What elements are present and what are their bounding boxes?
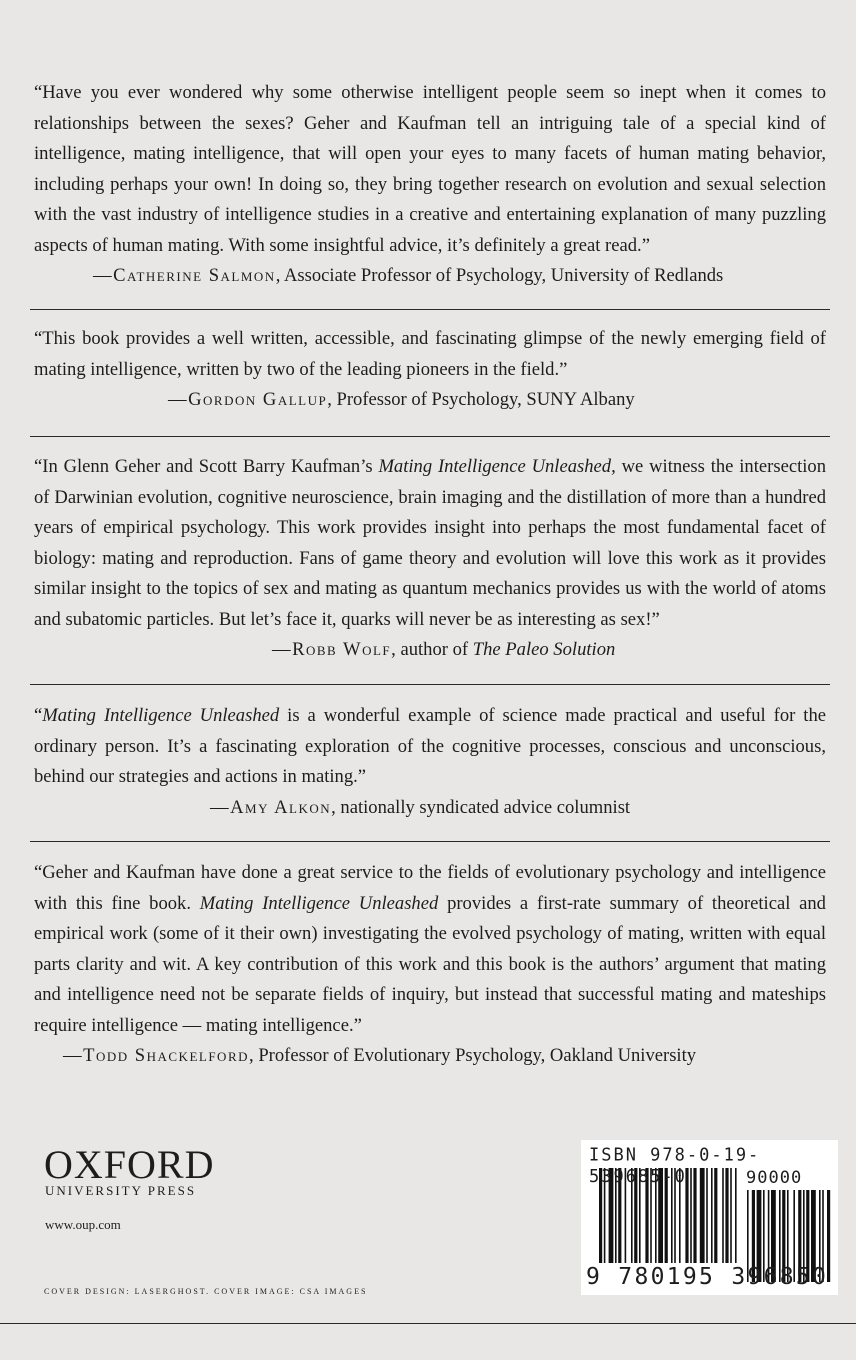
blurb-author: —Todd Shackelford bbox=[63, 1045, 250, 1066]
blurb-attribution bbox=[34, 385, 826, 416]
blurb-salmon bbox=[34, 78, 826, 292]
quote-text: “In Glenn Geher and Scott Barry Kaufman’s bbox=[34, 456, 379, 477]
blurb-quote: “This book provides a well written, accessible, and fascinating glimpse of the newly emerging field of mating intelligence, written by two of the leading pioneers in the field.” bbox=[34, 328, 826, 380]
blurb-gallup bbox=[34, 324, 826, 416]
quote-text: provides a first-rate summary of theoretical and empirical work (some of it their own) investigating the evolved psychology of mating, written with equal parts clarity and wit. A key contribution of this work and this book is the authors’ argument that mating and intelligence need not be separate fields of inquiry, but instead that successful mating and mateships require intelligence — mating intelligence.” bbox=[34, 892, 826, 1036]
blurb-alkon bbox=[34, 701, 826, 823]
blurb-author: —Amy Alkon bbox=[210, 796, 332, 818]
blurb-author: —Gordon Gallup bbox=[168, 389, 328, 410]
divider bbox=[30, 309, 830, 310]
book-title: Mating Intelligence Unleashed bbox=[42, 705, 280, 726]
blurb-affiliation: , Associate Professor of Psychology, University of Redlands bbox=[275, 265, 724, 286]
blurb-quote bbox=[34, 452, 826, 635]
quote-text: “Geher and Kaufman have done a great service to the fields of evolutionary psychology and intelligence with this fine book. bbox=[34, 862, 826, 914]
divider bbox=[30, 684, 830, 685]
publisher-url: www.oup.com bbox=[45, 1217, 121, 1232]
blurb-shackelford bbox=[34, 858, 826, 1072]
quote-text: “ bbox=[34, 705, 43, 726]
price-addon: 90000 bbox=[746, 1168, 803, 1188]
cover-credits: COVER DESIGN: LASERGHOST. COVER IMAGE: CSA IMAGES bbox=[44, 1287, 368, 1296]
quote-text: is a wonderful example of science made practical and useful for the ordinary person. It’s a fascinating exploration of the cognitive processes, conscious and unconscious, behind our strategies and actions in mating.” bbox=[34, 705, 826, 787]
isbn-label: ISBN 978-0-19-539685-0 bbox=[589, 1145, 761, 1187]
ean-digits: 9 780195 396850 bbox=[586, 1264, 829, 1290]
book-title: Mating Intelligence Unleashed, bbox=[378, 456, 616, 477]
blurb-attribution bbox=[34, 793, 826, 824]
blurb-affiliation: , nationally syndicated advice columnist bbox=[331, 796, 631, 818]
blurb-affiliation: , Professor of Evolutionary Psychology, Oakland University bbox=[249, 1045, 697, 1066]
bottom-divider bbox=[0, 1323, 856, 1324]
blurb-author: —Robb Wolf bbox=[272, 639, 392, 660]
blurb-attribution bbox=[34, 635, 826, 666]
book-title: The Paleo Solution bbox=[472, 639, 616, 660]
book-title: Mating Intelligence Unleashed bbox=[199, 892, 439, 914]
blurb-attribution bbox=[34, 1041, 826, 1072]
publisher-logo: OXFORD bbox=[44, 1142, 215, 1187]
blurb-quote bbox=[34, 858, 826, 1041]
blurb-affiliation: , Professor of Psychology, SUNY Albany bbox=[327, 389, 635, 410]
publisher-subtitle: UNIVERSITY PRESS bbox=[45, 1183, 197, 1198]
blurb-author: —Catherine Salmon bbox=[93, 265, 276, 286]
blurb-quote: “Have you ever wondered why some otherwise intelligent people seem so inept when it comes to relationships between the sexes? Geher and Kaufman tell an intriguing tale of a special kind of intelligence, mating intelligence, that will open your eyes to many facets of human mating behavior, including perhaps your own! In doing so, they bring together research on evolution and sexual selection with the vast industry of intelligence studies in a creative and entertaining explanation of many puzzling aspects of human mating. With some insightful advice, it’s definitely a great read.” bbox=[34, 82, 826, 256]
isbn-barcode bbox=[581, 1140, 838, 1295]
blurb-quote bbox=[34, 701, 826, 793]
divider bbox=[30, 436, 830, 437]
quote-text: we witness the intersection of Darwinian evolution, cognitive neuroscience, brain imaging and the distillation of more than a hundred years of empirical psychology. This work provides insight into perhaps the most fundamental facet of biology: mating and reproduction. Fans of game theory and evolution will love this work as it provides similar insight to the topics of sex and mating as quantum mechanics provides us with the world of atoms and subatomic particles. But let’s face it, quarks will never be as interesting as sex!” bbox=[34, 456, 827, 630]
blurb-attribution bbox=[34, 261, 826, 292]
divider bbox=[30, 841, 830, 842]
blurb-wolf bbox=[34, 452, 826, 666]
blurb-affiliation: , author of bbox=[391, 639, 473, 660]
